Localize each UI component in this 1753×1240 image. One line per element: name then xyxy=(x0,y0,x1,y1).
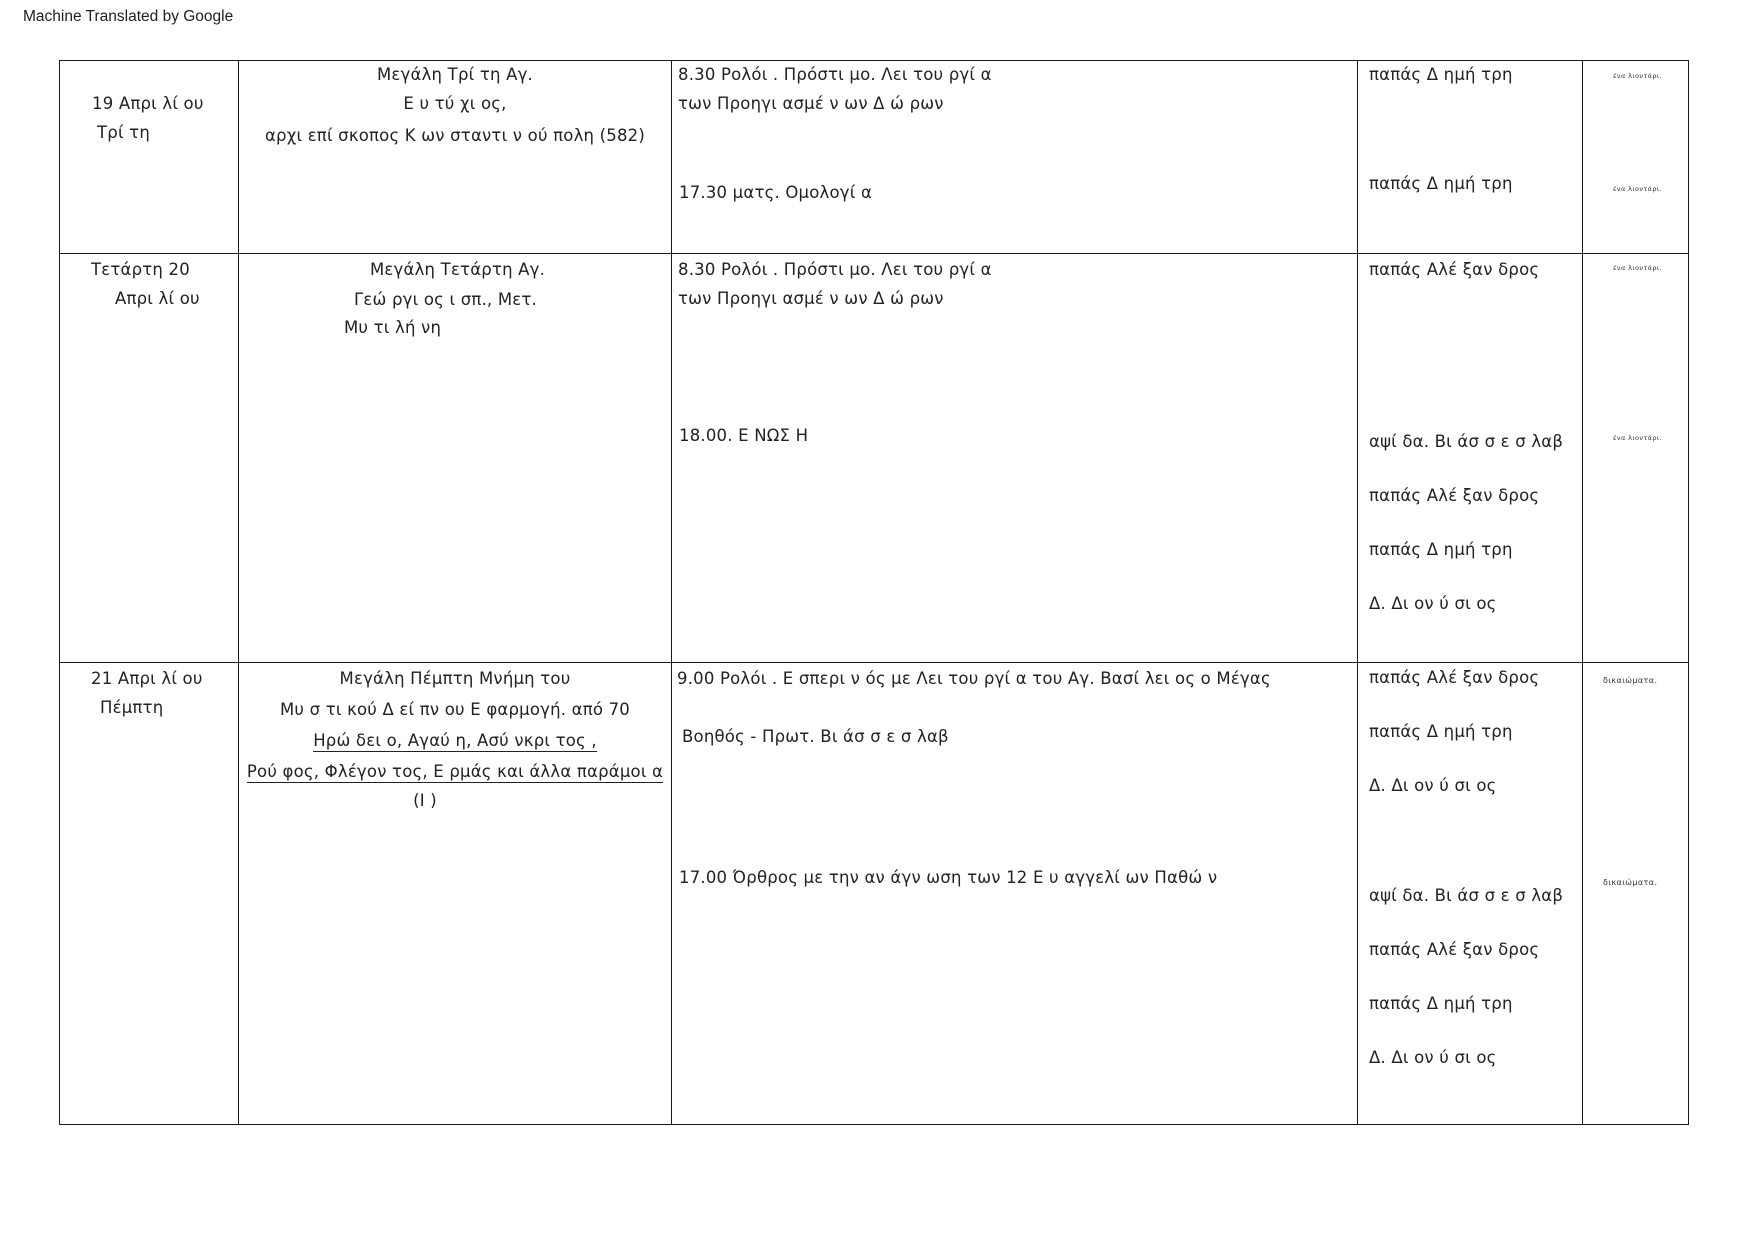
feast-line: Ε υ τύ χι ος, xyxy=(403,94,507,113)
clergy-cell xyxy=(1358,663,1583,1125)
service-line: των Προηγι ασμέ ν ων Δ ώ ρων xyxy=(678,289,944,308)
clergy-group xyxy=(1369,651,1539,813)
clergy-cell xyxy=(1358,61,1583,254)
clergy-name: παπάς Αλέ ξαν δρος xyxy=(1369,668,1540,687)
service-line: 9.00 Ρολόι . Ε σπερι ν ός με Λει του ργί α του Αγ. Βασί λει ος ο Μέγας xyxy=(677,669,1271,688)
schedule-row-wednesday xyxy=(60,254,1689,663)
services-cell xyxy=(672,663,1358,1125)
clergy-group xyxy=(1369,60,1513,89)
clergy-name: παπάς Αλέ ξαν δρος xyxy=(1369,260,1540,279)
note-text: ένα λιοντάρι. xyxy=(1613,264,1662,272)
service-entry xyxy=(677,664,1271,693)
machine-translation-label: Machine Translated by Google xyxy=(23,8,234,25)
services-cell xyxy=(672,254,1358,663)
clergy-group xyxy=(1369,169,1513,198)
underlined-text: Ηρώ δει ο, Αγαύ η, Ασύ νκρι τος , xyxy=(313,731,597,750)
schedule-row-tuesday xyxy=(60,61,1689,254)
clergy-name: αψί δα. Βι άσ σ ε σ λαβ xyxy=(1369,432,1564,451)
feast-cell xyxy=(239,61,672,254)
date-line: Τετάρτη 20 xyxy=(91,260,190,279)
service-line: 17.30 ματς. Ομολογί α xyxy=(679,183,873,202)
date-cell xyxy=(60,663,239,1125)
date-cell xyxy=(60,254,239,663)
clergy-name: παπάς Δ ημή τρη xyxy=(1369,540,1513,559)
liturgical-schedule-table xyxy=(59,60,1689,1125)
clergy-name: Δ. Δι ον ύ σι ος xyxy=(1369,776,1497,795)
clergy-name: Δ. Δι ον ύ σι ος xyxy=(1369,1048,1497,1067)
clergy-group xyxy=(1369,415,1563,631)
schedule-row-thursday xyxy=(60,663,1689,1125)
feast-line xyxy=(239,726,671,755)
clergy-name: Δ. Δι ον ύ σι ος xyxy=(1369,594,1497,613)
service-entry xyxy=(679,863,1217,892)
service-line: 17.00 Όρθρος με την αν άγν ωση των 12 Ε υ αγγελί ων Παθώ ν xyxy=(679,868,1218,887)
feast-line: Γεώ ργι ος ι σπ., Μετ. xyxy=(354,290,537,309)
notes-cell xyxy=(1583,254,1689,663)
service-line: 18.00. Ε ΝΩΣ Η xyxy=(679,426,809,445)
service-entry xyxy=(678,60,992,118)
feast-line: Μεγάλη Τετάρτη Αγ. xyxy=(370,260,546,279)
feast-line: Μεγάλη Πέμπτη Μνήμη του xyxy=(339,669,571,688)
clergy-name: παπάς Δ ημή τρη xyxy=(1369,994,1513,1013)
note-text: δικαιώματα. xyxy=(1603,676,1658,685)
clergy-name: παπάς Δ ημή τρη xyxy=(1369,174,1513,193)
feast-line xyxy=(239,757,671,786)
date-line: 19 Απρι λί ου xyxy=(92,94,204,113)
underlined-text: Ρού φος, Φλέγον τος, Ε ρμάς και άλλα παράμοι α xyxy=(246,762,664,781)
service-line: Βοηθός - Πρωτ. Βι άσ σ ε σ λαβ xyxy=(682,727,949,746)
feast-line: (Ι ) xyxy=(413,791,437,810)
date-cell xyxy=(60,61,239,254)
service-line: των Προηγι ασμέ ν ων Δ ώ ρων xyxy=(678,94,944,113)
feast-line: αρχι επί σκοπος Κ ων σταντι ν ού πολη (582) xyxy=(264,126,646,145)
service-entry xyxy=(678,255,992,313)
feast-cell xyxy=(239,254,672,663)
note-text: δικαιώματα. xyxy=(1603,878,1658,887)
clergy-cell xyxy=(1358,254,1583,663)
service-entry xyxy=(679,421,808,450)
service-line: 8.30 Ρολόι . Πρόστι μο. Λει του ργί α xyxy=(678,65,992,84)
clergy-name: αψί δα. Βι άσ σ ε σ λαβ xyxy=(1369,886,1564,905)
weekday-line: Πέμπτη xyxy=(100,698,164,717)
month-line: Απρι λί ου xyxy=(115,289,200,308)
feast-line: Μυ τι λή νη xyxy=(344,318,442,337)
clergy-name: παπάς Δ ημή τρη xyxy=(1369,65,1513,84)
service-entry xyxy=(679,178,872,207)
note-text: ένα λιοντάρι. xyxy=(1613,185,1662,193)
feast-cell xyxy=(239,663,672,1125)
clergy-name: παπάς Αλέ ξαν δρος xyxy=(1369,486,1540,505)
clergy-name: παπάς Δ ημή τρη xyxy=(1369,722,1513,741)
weekday-line: Τρί τη xyxy=(97,123,150,142)
clergy-group xyxy=(1369,869,1563,1085)
clergy-group xyxy=(1369,255,1539,284)
service-entry xyxy=(682,722,949,751)
service-line: 8.30 Ρολόι . Πρόστι μο. Λει του ργί α xyxy=(678,260,992,279)
date-line: 21 Απρι λί ου xyxy=(91,669,203,688)
notes-cell xyxy=(1583,61,1689,254)
note-text: ένα λιοντάρι. xyxy=(1613,72,1662,80)
feast-line: Μυ σ τι κού Δ εί πν ου Ε φαρμογή. από 70 xyxy=(279,700,631,719)
clergy-name: παπάς Αλέ ξαν δρος xyxy=(1369,940,1540,959)
feast-line: Μεγάλη Τρί τη Αγ. xyxy=(377,65,533,84)
notes-cell xyxy=(1583,663,1689,1125)
note-text: ένα λιοντάρι. xyxy=(1613,434,1662,442)
services-cell xyxy=(672,61,1358,254)
